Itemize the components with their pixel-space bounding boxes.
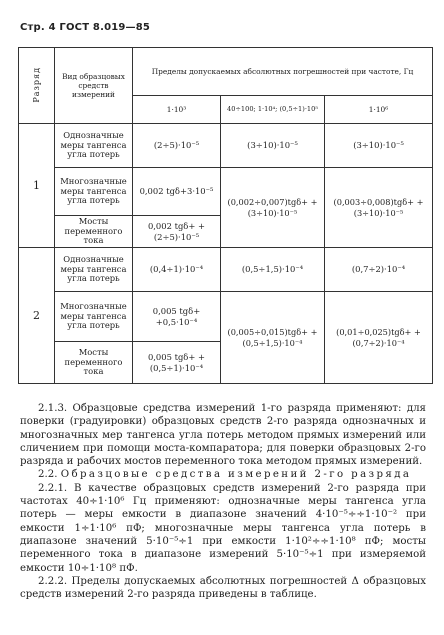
value-cell: (0,5÷1,5)·10⁻⁴: [221, 248, 325, 292]
page-header: Стр. 4 ГОСТ 8.019—85: [20, 22, 151, 33]
header-limits: Пределы допускаемых абсолютных погрешностей при частоте, Гц: [133, 48, 433, 96]
header-freq-3: 1·10⁶: [325, 96, 433, 124]
level-2: 2: [19, 248, 55, 384]
means-cell: Однозначные меры тангенса угла потерь: [55, 124, 133, 168]
heading-2-2: 2.2. Образцовые средства измерений 2-го разряда: [38, 469, 412, 481]
means-cell: Многозначные меры тангенса угла потерь: [55, 168, 133, 216]
value-cell: 0,005 tgδ+ +0,5·10⁻⁴: [133, 292, 221, 342]
means-cell: Однозначные меры тангенса угла потерь: [55, 248, 133, 292]
header-freq-1: 1·10³: [133, 96, 221, 124]
means-cell: Мосты переменного тока: [55, 216, 133, 248]
header-freq-2: 40÷100; 1·10⁴; (0,5÷1)·10⁵: [221, 96, 325, 124]
header-means: Вид образцовых средств измерений: [55, 48, 133, 124]
paragraph-2-2-2: 2.2.2. Пределы допускаемых абсолютных погрешностей Δ образцовых средств измерений 2-го разряда приведены в таблице.: [20, 575, 426, 601]
paragraph-2-1-3: 2.1.3. Образцовые средства измерений 1-го разряда применяют: для поверки (градуировки) образцовых средств 2-го разряда однозначных и многозначных мер тангенса угла потерь методом прямых измерений или сличением при помощи моста-компаратора; для поверки образцовых 2-го разряда и рабочих мостов переменного тока методом прямых измерений.: [20, 403, 426, 468]
value-cell-merged: (0,002÷0,007)tgδ+ +(3÷10)·10⁻⁵: [221, 168, 325, 248]
paragraph-2-2-1: 2.2.1. В качестве образцовых средств измерений 2-го разряда при частотах 40÷1·10⁶ Гц применяют: однозначные меры тангенса угла потерь — меры емкости в диапазоне значений 4·10⁻⁵÷÷1·10⁻² при емкости 1÷1·10⁶ пФ; многозначные меры тангенса угла потерь в диапазоне значений 5·10⁻⁵÷1 при емкости 1·10²÷÷1·10⁸ пФ; мосты переменного тока в диапазоне измерений 5·10⁻⁵÷1 при измеряемой емкости 10÷1·10⁸ пФ.: [20, 482, 426, 574]
means-cell: Мосты переменного тока: [55, 342, 133, 384]
value-cell: (0,7÷2)·10⁻⁴: [325, 248, 433, 292]
value-cell: 0,002 tgδ+ +(2÷5)·10⁻⁵: [133, 216, 221, 248]
value-cell-merged: (0,003÷0,008)tgδ+ +(3÷10)·10⁻⁵: [325, 168, 433, 248]
value-cell-merged: (0,005÷0,015)tgδ+ +(0,5÷1,5)·10⁻⁴: [221, 292, 325, 384]
value-cell: (3÷10)·10⁻⁵: [221, 124, 325, 168]
value-cell: 0,002 tgδ+3·10⁻⁵: [133, 168, 221, 216]
body-text: [20, 402, 426, 601]
level-1: 1: [19, 124, 55, 248]
value-cell-merged: (0,01÷0,025)tgδ+ +(0,7÷2)·10⁻⁴: [325, 292, 433, 384]
header-level: Разряд: [19, 48, 55, 124]
value-cell: (2÷5)·10⁻⁵: [133, 124, 221, 168]
tolerance-table: [18, 47, 433, 384]
value-cell: (3÷10)·10⁻⁵: [325, 124, 433, 168]
means-cell: Многозначные меры тангенса угла потерь: [55, 292, 133, 342]
value-cell: 0,005 tgδ+ +(0,5÷1)·10⁻⁴: [133, 342, 221, 384]
value-cell: (0,4÷1)·10⁻⁴: [133, 248, 221, 292]
